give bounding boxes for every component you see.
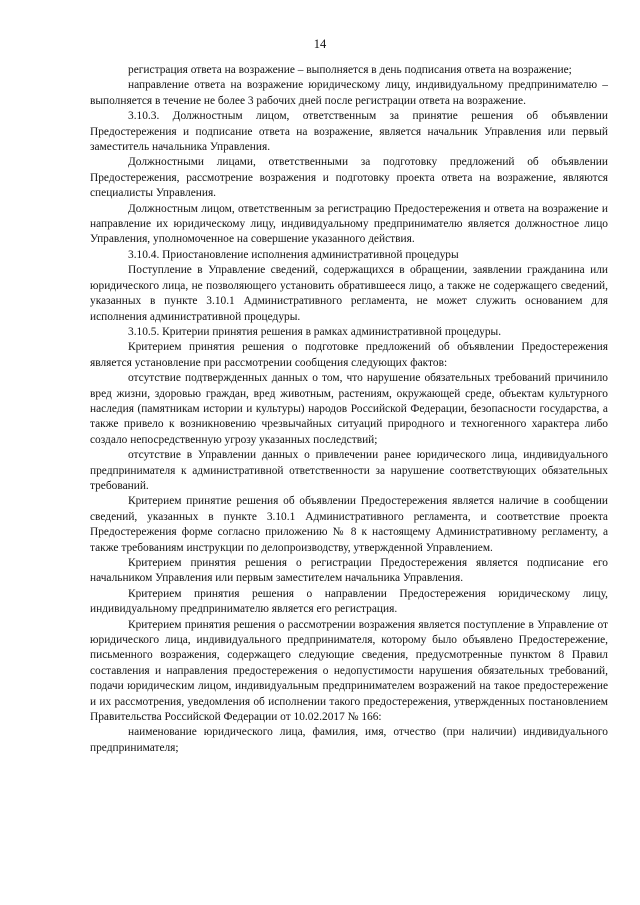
paragraph: Критерием принятия решения о рассмотрении возражения является поступление в Управление от юридического лица, индивидуального предпринимателя, которому было объявлено Предостережение, письменного возражения, содержащего следующие сведения, предусмотренные пунктом 8 Правил составления и направления предостережения о недопустимости нарушения обязательных требований, подачи юридическим лицом, индивидуальным предпринимателем возражений на такое предостережение и их рассмотрения, уведомления об исполнении такого предостережения, утвержденных постановлением Правительства Российской Федерации от 10.02.2017 № 166: (90, 618, 608, 724)
paragraph: отсутствие подтвержденных данных о том, что нарушение обязательных требований причинило вред жизни, здоровью граждан, вред животным, растениям, окружающей среде, объектам культурного наследия (памятникам истории и культуры) народов Российской Федерации, безопасности государства, а также привело к возникновению чрезвычайных ситуаций природного и техногенного характера либо создало непосредственную угрозу указанных последствий; (90, 372, 608, 446)
paragraph: 3.10.4. Приостановление исполнения административной процедуры (128, 248, 459, 261)
page-number: 14 (313, 37, 327, 51)
paragraph: 3.10.3. Должностным лицом, ответственным за принятие решения об объявлении Предостережения и подписание ответа на возражение, является начальник Управления или первый заместитель начальника Управления. (90, 110, 608, 154)
paragraph: наименование юридического лица, фамилия, имя, отчество (при наличии) индивидуального предпринимателя; (90, 726, 608, 754)
paragraph: Критерием принятия решения о подготовке предложений об объявлении Предостережения является установление при рассмотрении сообщения следующих фактов: (90, 341, 608, 369)
paragraph: Поступление в Управление сведений, содержащихся в обращении, заявлении гражданина или юридического лица, не позволяющего установить обратившееся лицо, а также не содержащего сведений, указанных в пункте 3.10.1 Административного регламента, не может служить основанием для исполнения административной процедуры. (90, 264, 608, 323)
paragraph: отсутствие в Управлении данных о привлечении ранее юридического лица, индивидуального предпринимателя к административной ответственности за нарушение соответствующих обязательных требований. (90, 449, 608, 492)
paragraph: направление ответа на возражение юридическому лицу, индивидуальному предпринимателю – выполняется в течение не более 3 рабочих дней после регистрации ответа на возражение. (90, 79, 608, 107)
document-body (90, 63, 608, 756)
paragraph: Критерием принятия решения о направлении Предостережения юридическому лицу, индивидуальному предпринимателю является его регистрация. (90, 587, 608, 616)
paragraph: Критерием принятие решения об объявлении Предостережения является наличие в сообщении сведений, указанных в пункте 3.10.1 Административного регламента, и соответствие проекта Предостережения форме согласно приложению № 8 к настоящему Административному регламенту, а также требованиям инструкции по делопроизводству, утвержденной Управлением. (90, 495, 608, 554)
paragraph: Критерием принятия решения о регистрации Предостережения является подписание его начальником Управления или первым заместителем начальника Управления. (90, 557, 608, 585)
paragraph: регистрация ответа на возражение – выполняется в день подписания ответа на возражение; (128, 64, 572, 76)
paragraph: Должностными лицами, ответственными за подготовку предложений об объявлении Предостережения, рассмотрение возражения и подготовку проекта ответа на возражение, являются специалисты Управления. (90, 156, 608, 200)
paragraph: 3.10.5. Критерии принятия решения в рамках административной процедуры. (128, 325, 502, 338)
paragraph: Должностным лицом, ответственным за регистрацию Предостережения и ответа на возражение и направление их юридическому лицу, индивидуальному предпринимателю является должностное лицо Управления, уполномоченное на совершение указанного действия. (90, 202, 608, 246)
